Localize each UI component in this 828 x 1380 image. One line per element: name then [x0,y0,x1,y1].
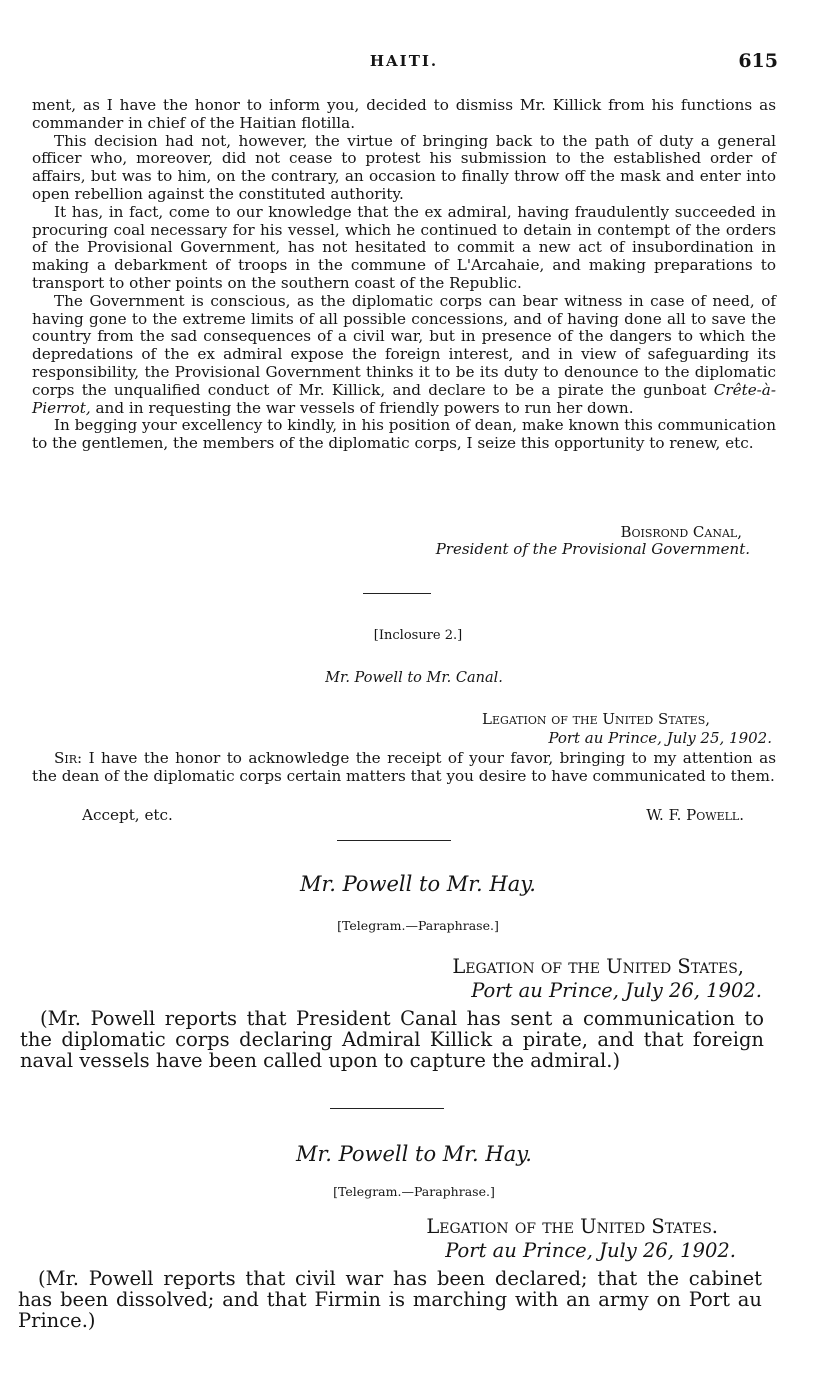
paragraph: It has, in fact, come to our knowledge that the ex admiral, having fraudulently succeeded in procuring coal necessary for his vessel, which he continued to detain in contempt of the orders of the Provisional Government, has not hesitated to commit a new act of insubordination in making a debarkment of troops in the commune of L'Arcahaie, and making preparations to transport to other points on the southern coast of the Republic. [32,202,776,292]
closing: Accept, etc. [82,806,173,824]
inclosure-label: [Inclosure 2.] [373,628,463,643]
paragraph-text: The Government is conscious, as the diplomatic corps can bear witness in case of need, of having gone to the extreme limits of all possible concessions, and of having done all to save the country from the sad consequences of a civil war, but in presence of the dangers to which the depredations of the ex admiral expose the foreign interest, and in view of safeguarding its responsibility, the Provisional Government thinks it to be its duty to denounce to the diplomatic corps the unqualified conduct of Mr. Killick, and declare to be a pirate the gunboat [32,291,776,399]
paragraph-text: and in requesting the war vessels of friendly powers to run her down. [90,398,634,417]
paragraph: (Mr. Powell reports that President Canal has sent a communication to the diplomatic corps declaring Admiral Killick a pirate, and that foreign naval vessels have been called upon to capture the admiral.) [20,1007,764,1072]
salutation: Sir: [54,749,83,767]
legation-line: Legation of the United States, [482,710,710,728]
telegram-body [20,1008,764,1071]
signature-name: Boisrond Canal, [620,523,742,541]
place-date: Port au Prince, July 26, 1902. [471,979,762,1002]
signature-title: President of the Provisional Government. [435,540,750,558]
signature: W. F. Powell. [646,806,744,824]
legation-line: Legation of the United States. [426,1215,718,1238]
section-divider [337,840,451,841]
paragraph-text: I have the honor to acknowledge the receipt of your favor, bringing to my attention as the dean of the diplomatic corps certain matters that you desire to have communicated to them. [32,749,776,785]
letter-body [32,750,776,786]
telegram-heading: Mr. Powell to Mr. Hay. [300,872,536,896]
legation-line: Legation of the United States, [452,955,744,978]
paragraph: This decision had not, however, the virtue of bringing back to the path of duty a general officer who, moreover, did not cease to protest his submission to the established order of affairs, but was to him, on the contrary, an occasion to finally throw off the mask and enter into open rebellion against the constituted authority. [32,131,776,203]
paragraph: (Mr. Powell reports that civil war has been declared; that the cabinet has been dissolved; and that Firmin is marching with an army on Port au Prince.) [18,1267,762,1332]
paragraph: ment, as I have the honor to inform you, decided to dismiss Mr. Killick from his functions as commander in chief of the Haitian flotilla. [32,96,776,132]
letter-heading: Mr. Powell to Mr. Canal. [325,670,503,686]
paragraph [32,750,776,786]
section-divider [363,593,431,594]
telegram-type: [Telegram.—Paraphrase.] [337,918,499,933]
place-date: Port au Prince, July 25, 1902. [548,729,772,747]
place-date: Port au Prince, July 26, 1902. [445,1239,736,1262]
paragraph: In begging your excellency to kindly, in his position of dean, make known this communication to the gentlemen, the members of the diplomatic corps, I seize this opportunity to renew, etc. [32,416,776,453]
telegram-body [18,1268,762,1331]
ship-name: Crête-à-Pierrot, [32,380,776,417]
telegram-heading: Mr. Powell to Mr. Hay. [296,1142,532,1166]
page-number: 615 [738,50,778,72]
page-header [30,52,778,76]
paragraph [32,293,776,418]
letter-body [32,97,776,453]
section-divider [330,1108,444,1109]
telegram-type: [Telegram.—Paraphrase.] [333,1184,495,1199]
page-title: HAITI. [369,52,439,70]
